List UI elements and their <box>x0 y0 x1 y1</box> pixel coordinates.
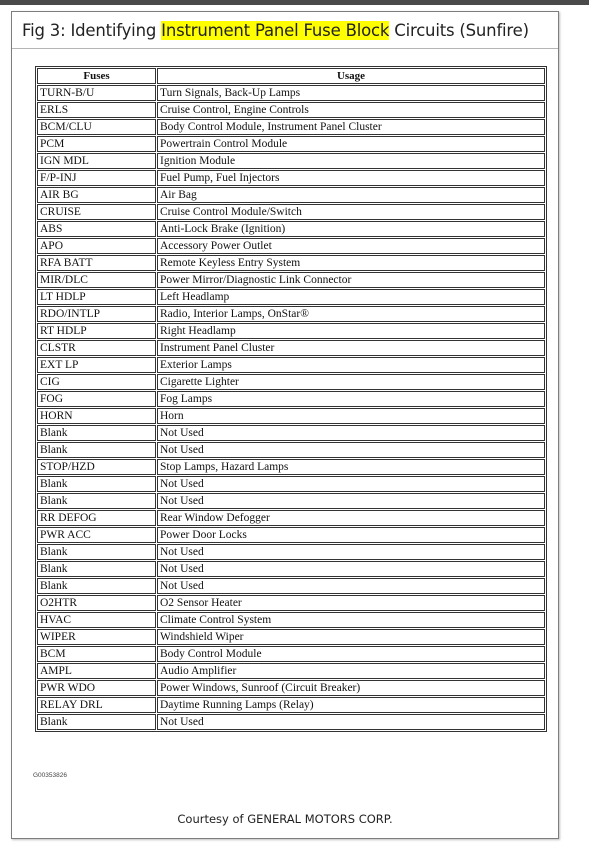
fuse-name-cell: STOP/HZD <box>37 459 156 475</box>
caption-prefix: Fig 3: Identifying <box>22 21 162 40</box>
usage-column-header: Usage <box>157 68 545 84</box>
table-row <box>37 442 545 458</box>
usage-cell: Air Bag <box>157 187 545 203</box>
table-row <box>37 714 545 730</box>
fuse-name-cell: WIPER <box>37 629 156 645</box>
usage-cell: Stop Lamps, Hazard Lamps <box>157 459 545 475</box>
usage-cell: Left Headlamp <box>157 289 545 305</box>
usage-cell: Accessory Power Outlet <box>157 238 545 254</box>
usage-cell: Not Used <box>157 544 545 560</box>
table-row <box>37 391 545 407</box>
usage-cell: Right Headlamp <box>157 323 545 339</box>
figure-card <box>11 11 559 839</box>
fuse-name-cell: BCM/CLU <box>37 119 156 135</box>
usage-cell: Power Windows, Sunroof (Circuit Breaker) <box>157 680 545 696</box>
fuse-name-cell: O2HTR <box>37 595 156 611</box>
usage-cell: Power Door Locks <box>157 527 545 543</box>
fuse-name-cell: CIG <box>37 374 156 390</box>
table-row <box>37 629 545 645</box>
table-row <box>37 119 545 135</box>
usage-cell: Power Mirror/Diagnostic Link Connector <box>157 272 545 288</box>
fuse-name-cell: PCM <box>37 136 156 152</box>
table-header-row <box>37 68 545 84</box>
fuse-usage-table <box>35 66 547 732</box>
usage-cell: Horn <box>157 408 545 424</box>
fuse-name-cell: PWR WDO <box>37 680 156 696</box>
usage-cell: Body Control Module <box>157 646 545 662</box>
table-row <box>37 306 545 322</box>
fuse-name-cell: RELAY DRL <box>37 697 156 713</box>
table-row <box>37 85 545 101</box>
usage-cell: Daytime Running Lamps (Relay) <box>157 697 545 713</box>
usage-cell: Cruise Control, Engine Controls <box>157 102 545 118</box>
usage-cell: Ignition Module <box>157 153 545 169</box>
fuse-name-cell: Blank <box>37 476 156 492</box>
figure-caption <box>22 21 529 40</box>
usage-cell: Fog Lamps <box>157 391 545 407</box>
table-row <box>37 255 545 271</box>
fuse-name-cell: RT HDLP <box>37 323 156 339</box>
table-row <box>37 680 545 696</box>
table-row <box>37 663 545 679</box>
fuse-name-cell: F/P-INJ <box>37 170 156 186</box>
fuse-name-cell: HORN <box>37 408 156 424</box>
table-row <box>37 187 545 203</box>
table-row <box>37 408 545 424</box>
table-row <box>37 561 545 577</box>
usage-cell: Remote Keyless Entry System <box>157 255 545 271</box>
table-row <box>37 153 545 169</box>
table-row <box>37 425 545 441</box>
table-row <box>37 493 545 509</box>
table-row <box>37 459 545 475</box>
table-row <box>37 646 545 662</box>
usage-cell: Not Used <box>157 476 545 492</box>
table-row <box>37 340 545 356</box>
usage-cell: Audio Amplifier <box>157 663 545 679</box>
fuse-name-cell: CRUISE <box>37 204 156 220</box>
usage-cell: Instrument Panel Cluster <box>157 340 545 356</box>
table-row <box>37 697 545 713</box>
usage-cell: Not Used <box>157 493 545 509</box>
fuse-name-cell: RR DEFOG <box>37 510 156 526</box>
courtesy-credit: Courtesy of GENERAL MOTORS CORP. <box>177 812 393 826</box>
fuse-name-cell: APO <box>37 238 156 254</box>
usage-cell: Powertrain Control Module <box>157 136 545 152</box>
table-body <box>37 85 545 730</box>
usage-cell: Radio, Interior Lamps, OnStar® <box>157 306 545 322</box>
fuses-column-header: Fuses <box>37 68 156 84</box>
fuse-name-cell: Blank <box>37 561 156 577</box>
usage-cell: Climate Control System <box>157 612 545 628</box>
fuse-name-cell: AMPL <box>37 663 156 679</box>
fuse-name-cell: FOG <box>37 391 156 407</box>
usage-cell: Body Control Module, Instrument Panel Cluster <box>157 119 545 135</box>
caption-suffix: Circuits (Sunfire) <box>389 21 529 40</box>
fuse-name-cell: AIR BG <box>37 187 156 203</box>
table-row <box>37 527 545 543</box>
table-row <box>37 612 545 628</box>
fuse-name-cell: TURN-B/U <box>37 85 156 101</box>
usage-cell: Not Used <box>157 442 545 458</box>
fuse-name-cell: Blank <box>37 493 156 509</box>
usage-cell: Not Used <box>157 578 545 594</box>
usage-cell: Turn Signals, Back-Up Lamps <box>157 85 545 101</box>
table-row <box>37 238 545 254</box>
fuse-name-cell: Blank <box>37 544 156 560</box>
usage-cell: Exterior Lamps <box>157 357 545 373</box>
table-row <box>37 289 545 305</box>
fuse-name-cell: Blank <box>37 578 156 594</box>
table-row <box>37 136 545 152</box>
fuse-name-cell: MIR/DLC <box>37 272 156 288</box>
fuse-name-cell: CLSTR <box>37 340 156 356</box>
usage-cell: Fuel Pump, Fuel Injectors <box>157 170 545 186</box>
top-border-bar <box>0 0 589 5</box>
usage-cell: Not Used <box>157 425 545 441</box>
fuse-name-cell: RFA BATT <box>37 255 156 271</box>
table-row <box>37 102 545 118</box>
fuse-name-cell: BCM <box>37 646 156 662</box>
table-row <box>37 323 545 339</box>
table-row <box>37 357 545 373</box>
usage-cell: Windshield Wiper <box>157 629 545 645</box>
caption-highlight: Instrument Panel Fuse Block <box>161 21 390 40</box>
table-row <box>37 272 545 288</box>
table-row <box>37 170 545 186</box>
fuse-name-cell: IGN MDL <box>37 153 156 169</box>
fuse-name-cell: Blank <box>37 442 156 458</box>
caption-divider <box>12 48 558 49</box>
table-row <box>37 221 545 237</box>
usage-cell: Rear Window Defogger <box>157 510 545 526</box>
usage-cell: Not Used <box>157 714 545 730</box>
usage-cell: Anti-Lock Brake (Ignition) <box>157 221 545 237</box>
table-row <box>37 476 545 492</box>
table-row <box>37 578 545 594</box>
table-row <box>37 595 545 611</box>
fuse-name-cell: ABS <box>37 221 156 237</box>
fuse-name-cell: ERLS <box>37 102 156 118</box>
usage-cell: Cruise Control Module/Switch <box>157 204 545 220</box>
table-row <box>37 544 545 560</box>
fuse-name-cell: PWR ACC <box>37 527 156 543</box>
fuse-name-cell: HVAC <box>37 612 156 628</box>
table-row <box>37 510 545 526</box>
table-row <box>37 374 545 390</box>
fuse-name-cell: Blank <box>37 714 156 730</box>
usage-cell: O2 Sensor Heater <box>157 595 545 611</box>
usage-cell: Not Used <box>157 561 545 577</box>
fuse-name-cell: LT HDLP <box>37 289 156 305</box>
fuse-name-cell: RDO/INTLP <box>37 306 156 322</box>
usage-cell: Cigarette Lighter <box>157 374 545 390</box>
fuse-name-cell: Blank <box>37 425 156 441</box>
fuse-name-cell: EXT LP <box>37 357 156 373</box>
figure-reference-code: G00353826 <box>33 772 67 779</box>
table-row <box>37 204 545 220</box>
